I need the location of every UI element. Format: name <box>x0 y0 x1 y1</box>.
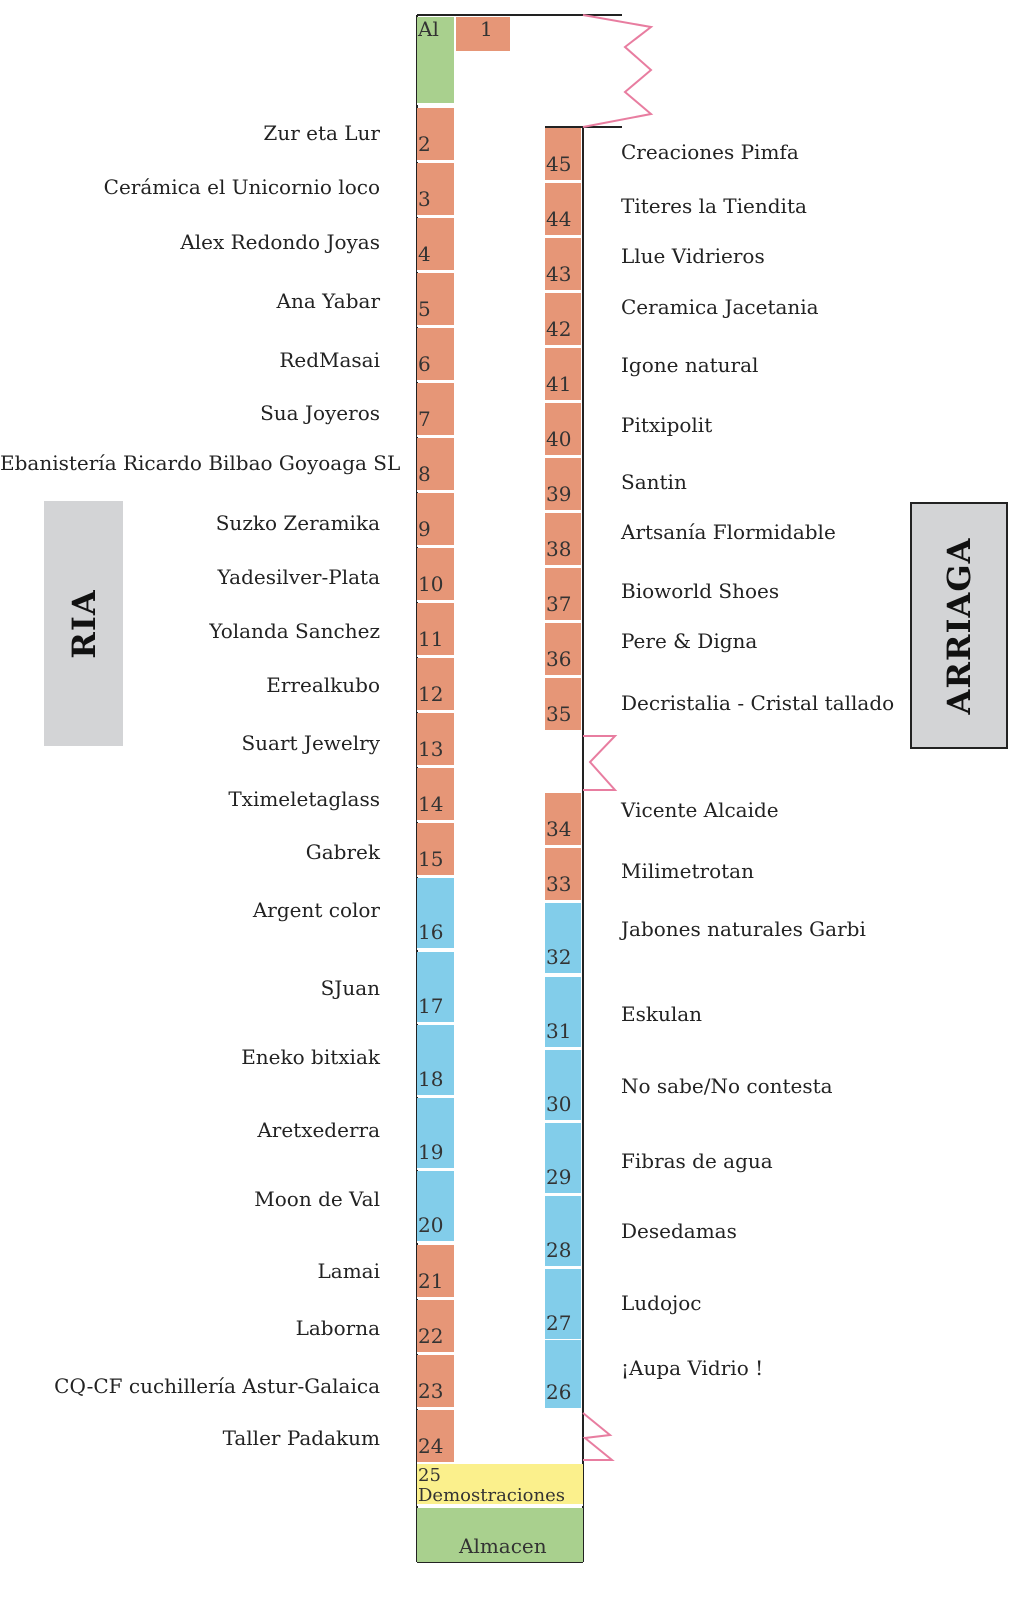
exhibitor-name: No sabe/No contesta <box>621 1074 833 1098</box>
exhibitor-name: RedMasai <box>279 348 380 372</box>
exhibitor-name: Bioworld Shoes <box>621 579 780 603</box>
exhibitor-name: Alex Redondo Joyas <box>180 230 380 254</box>
stall-39 <box>545 458 581 512</box>
exhibitor-name: CQ-CF cuchillería Astur-Galaica <box>54 1374 380 1398</box>
stall-number: 2 <box>418 132 431 156</box>
exhibitor-name: Decristalia - Cristal tallado <box>621 691 895 715</box>
stall-38 <box>545 513 581 567</box>
exhibitor-name: Desedamas <box>621 1219 737 1243</box>
stall-number: 5 <box>418 297 431 321</box>
stall-30 <box>545 1050 581 1122</box>
stall-14 <box>417 768 454 822</box>
exhibitor-name: Yadesilver-Plata <box>217 565 380 589</box>
exhibitor-name: Pere & Digna <box>621 629 758 653</box>
exhibitor-name: Ana Yabar <box>276 289 380 313</box>
stall-6 <box>417 328 454 382</box>
stall-number: 9 <box>418 517 431 541</box>
exhibitor-name: Artsanía Flormidable <box>621 520 836 544</box>
exhibitor-name: Igone natural <box>621 353 759 377</box>
exhibitor-name: Eskulan <box>621 1002 703 1026</box>
exhibitor-name: Zur eta Lur <box>263 121 380 145</box>
exhibitor-name: Argent color <box>252 898 380 922</box>
stall-al-label: Al <box>418 17 439 41</box>
stall-5 <box>417 273 454 327</box>
stall-number: 27 <box>546 1311 572 1335</box>
stall-number: 36 <box>546 647 572 671</box>
stall-8 <box>417 438 454 492</box>
stall-number: 12 <box>418 682 444 706</box>
stall-17 <box>417 952 454 1024</box>
stall-number: 8 <box>418 462 431 486</box>
demonstrations-area <box>417 1464 583 1506</box>
storage-area <box>417 1508 583 1562</box>
stall-number: 33 <box>546 872 572 896</box>
arriaga-area-label: ARRIAGA <box>940 537 978 714</box>
stall-number: 30 <box>546 1092 572 1116</box>
stall-number: 15 <box>418 847 444 871</box>
stall-number: 18 <box>418 1067 444 1091</box>
stall-number: 17 <box>418 994 444 1018</box>
entrance-bottom-icon <box>583 1413 612 1460</box>
stall-29 <box>545 1123 581 1195</box>
stall-21 <box>417 1245 454 1299</box>
exhibitor-name: Ludojoc <box>621 1291 702 1315</box>
stall-number: 28 <box>546 1238 572 1262</box>
stall-45 <box>545 128 581 182</box>
exhibitor-name: Ebanistería Ricardo Bilbao Goyoaga SL <box>0 451 401 475</box>
stall-number: 35 <box>546 702 572 726</box>
stall-number: 21 <box>418 1269 444 1293</box>
stall-37 <box>545 568 581 622</box>
stall-number: 23 <box>418 1379 444 1403</box>
exhibitor-name: Laborna <box>295 1316 380 1340</box>
exhibitor-name: Titeres la Tiendita <box>621 194 807 218</box>
stall-number: 16 <box>418 920 444 944</box>
exhibitor-name: Taller Padakum <box>222 1426 380 1450</box>
stall-43 <box>545 238 581 292</box>
stall-number: 24 <box>418 1434 444 1458</box>
stall-24 <box>417 1410 454 1464</box>
arriaga-area-box <box>910 502 1008 749</box>
stall-number: 13 <box>418 737 444 761</box>
stall-number: 3 <box>418 187 431 211</box>
stall-3 <box>417 163 454 217</box>
stall-number: 4 <box>418 242 431 266</box>
stall-number: 38 <box>546 537 572 561</box>
demonstrations-label: 25 Demostraciones <box>418 1465 565 1506</box>
stall-15 <box>417 823 454 877</box>
stall-number: 26 <box>546 1380 572 1404</box>
stall-1-label: 1 <box>480 17 493 41</box>
stall-36 <box>545 623 581 677</box>
stall-number: 29 <box>546 1165 572 1189</box>
stall-number: 43 <box>546 262 572 286</box>
stall-number: 31 <box>546 1019 572 1043</box>
exhibitor-name: Gabrek <box>305 840 380 864</box>
exhibitor-name: Jabones naturales Garbi <box>621 917 866 941</box>
exhibitor-name: Lamai <box>317 1259 380 1283</box>
stall-18 <box>417 1025 454 1097</box>
ria-area-label: RIA <box>64 588 103 659</box>
stall-al <box>417 17 454 105</box>
stall-number: 39 <box>546 482 572 506</box>
storage-label: Almacen <box>459 1534 547 1558</box>
stall-number: 37 <box>546 592 572 616</box>
stall-23 <box>417 1355 454 1409</box>
stall-number: 44 <box>546 207 572 231</box>
stall-7 <box>417 383 454 437</box>
stall-40 <box>545 403 581 457</box>
stall-9 <box>417 493 454 547</box>
exhibitor-name: Aretxederra <box>257 1118 380 1142</box>
stall-27 <box>545 1269 581 1341</box>
stall-20 <box>417 1171 454 1243</box>
stall-2 <box>417 108 454 162</box>
stall-10 <box>417 548 454 602</box>
stall-44 <box>545 183 581 237</box>
exhibitor-name: Ceramica Jacetania <box>621 295 819 319</box>
exhibitor-name: Suart Jewelry <box>241 731 380 755</box>
stall-26 <box>545 1340 581 1410</box>
exhibitor-name: Llue Vidrieros <box>621 244 765 268</box>
exhibitor-name: Errealkubo <box>266 673 380 697</box>
exhibitor-name: Moon de Val <box>254 1187 380 1211</box>
stall-32 <box>545 903 581 975</box>
exhibitor-name: Creaciones Pimfa <box>621 140 799 164</box>
exhibitor-name: Cerámica el Unicornio loco <box>103 175 380 199</box>
entrance-middle-icon <box>583 736 615 790</box>
stall-41 <box>545 348 581 402</box>
exhibitor-name: Fibras de agua <box>621 1149 773 1173</box>
stall-number: 42 <box>546 317 572 341</box>
exhibitor-name: ¡Aupa Vidrio ! <box>621 1356 764 1380</box>
stall-11 <box>417 603 454 657</box>
exhibitor-name: Vicente Alcaide <box>621 798 779 822</box>
stall-33 <box>545 848 581 902</box>
stall-number: 11 <box>418 627 444 651</box>
stall-42 <box>545 293 581 347</box>
exhibitor-name: Santin <box>621 470 687 494</box>
exhibitor-name: Suzko Zeramika <box>215 511 380 535</box>
stall-number: 19 <box>418 1140 444 1164</box>
stall-1 <box>456 17 510 53</box>
stall-number: 20 <box>418 1213 444 1237</box>
exhibitor-name: Milimetrotan <box>621 859 754 883</box>
exhibitor-name: SJuan <box>320 976 380 1000</box>
stall-31 <box>545 977 581 1049</box>
stall-35 <box>545 678 581 732</box>
stall-16 <box>417 878 454 950</box>
stall-28 <box>545 1196 581 1268</box>
stall-number: 22 <box>418 1324 444 1348</box>
exhibitor-name: Yolanda Sanchez <box>209 619 380 643</box>
stall-22 <box>417 1300 454 1354</box>
exhibitor-name: Tximeletaglass <box>228 787 380 811</box>
stall-number: 45 <box>546 152 572 176</box>
stall-4 <box>417 218 454 272</box>
exhibitor-name: Sua Joyeros <box>260 401 380 425</box>
stall-number: 34 <box>546 817 572 841</box>
stall-12 <box>417 658 454 712</box>
stall-number: 10 <box>418 572 444 596</box>
exhibitor-name: Eneko bitxiak <box>241 1045 380 1069</box>
stall-number: 40 <box>546 427 572 451</box>
stall-19 <box>417 1098 454 1170</box>
stall-number: 32 <box>546 945 572 969</box>
stall-number: 7 <box>418 407 431 431</box>
stall-13 <box>417 713 454 767</box>
entrance-top-icon <box>583 15 651 127</box>
stall-34 <box>545 793 581 847</box>
exhibitor-name: Pitxipolit <box>621 413 713 437</box>
stall-number: 41 <box>546 372 572 396</box>
stall-number: 14 <box>418 792 444 816</box>
stall-number: 6 <box>418 352 431 376</box>
